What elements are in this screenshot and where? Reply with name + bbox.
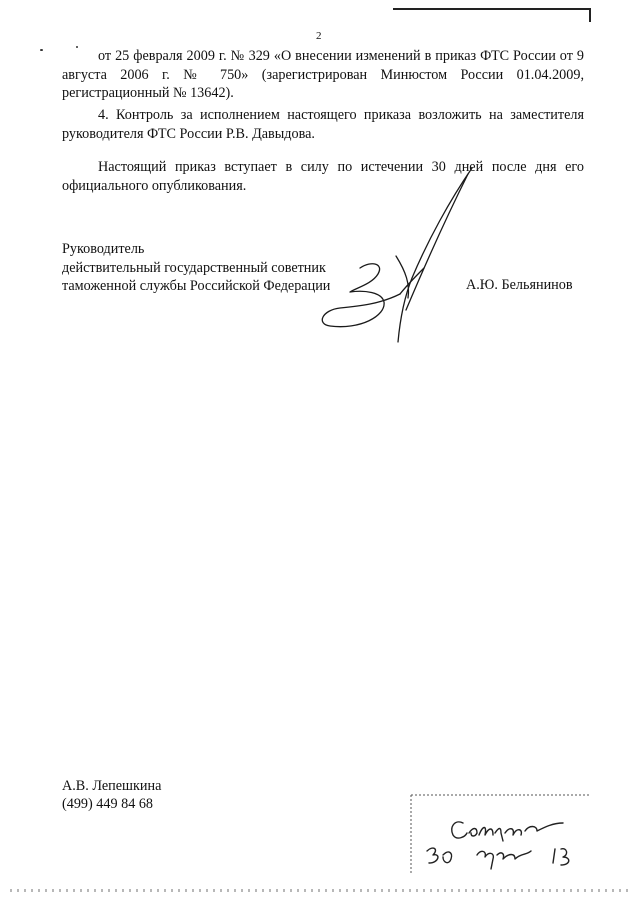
executor-block <box>62 777 161 813</box>
signer-position: Руководитель <box>62 241 145 257</box>
paragraph-text: Настоящий приказ вступает в силу по истечении 30 дней после дня его официального опубликования. <box>62 159 584 194</box>
signer-service: таможенной службы Российской Федерации <box>62 278 331 294</box>
scan-noise-line <box>10 889 630 892</box>
handwritten-signature <box>300 160 490 350</box>
signature-title-block <box>62 240 330 296</box>
registration-stamp-handwritten <box>405 793 595 877</box>
scan-speck <box>40 49 43 51</box>
signer-rank: действительный государственный советник <box>62 259 326 276</box>
paragraph-text: от 25 февраля 2009 г. № 329 «О внесении изменений в приказ ФТС России от 9 августа 2006 г. № 750» (зарегистрирован Минюстом России 01.04.2009, регистрационный № 13642). <box>62 48 584 101</box>
executor-name: А.В. Лепешкина <box>62 778 162 794</box>
page-number: 2 <box>316 30 322 42</box>
paragraph-control <box>62 106 584 143</box>
signer-name: А.Ю. Бельянинов <box>466 277 573 293</box>
executor-phone: (499) 449 84 68 <box>62 796 154 812</box>
paragraph-text: 4. Контроль за исполнением настоящего приказа возложить на заместителя руководителя ФТС России Р.В. Давыдова. <box>62 107 584 142</box>
scan-corner-mark <box>393 8 591 10</box>
paragraph-continuation <box>62 47 584 103</box>
